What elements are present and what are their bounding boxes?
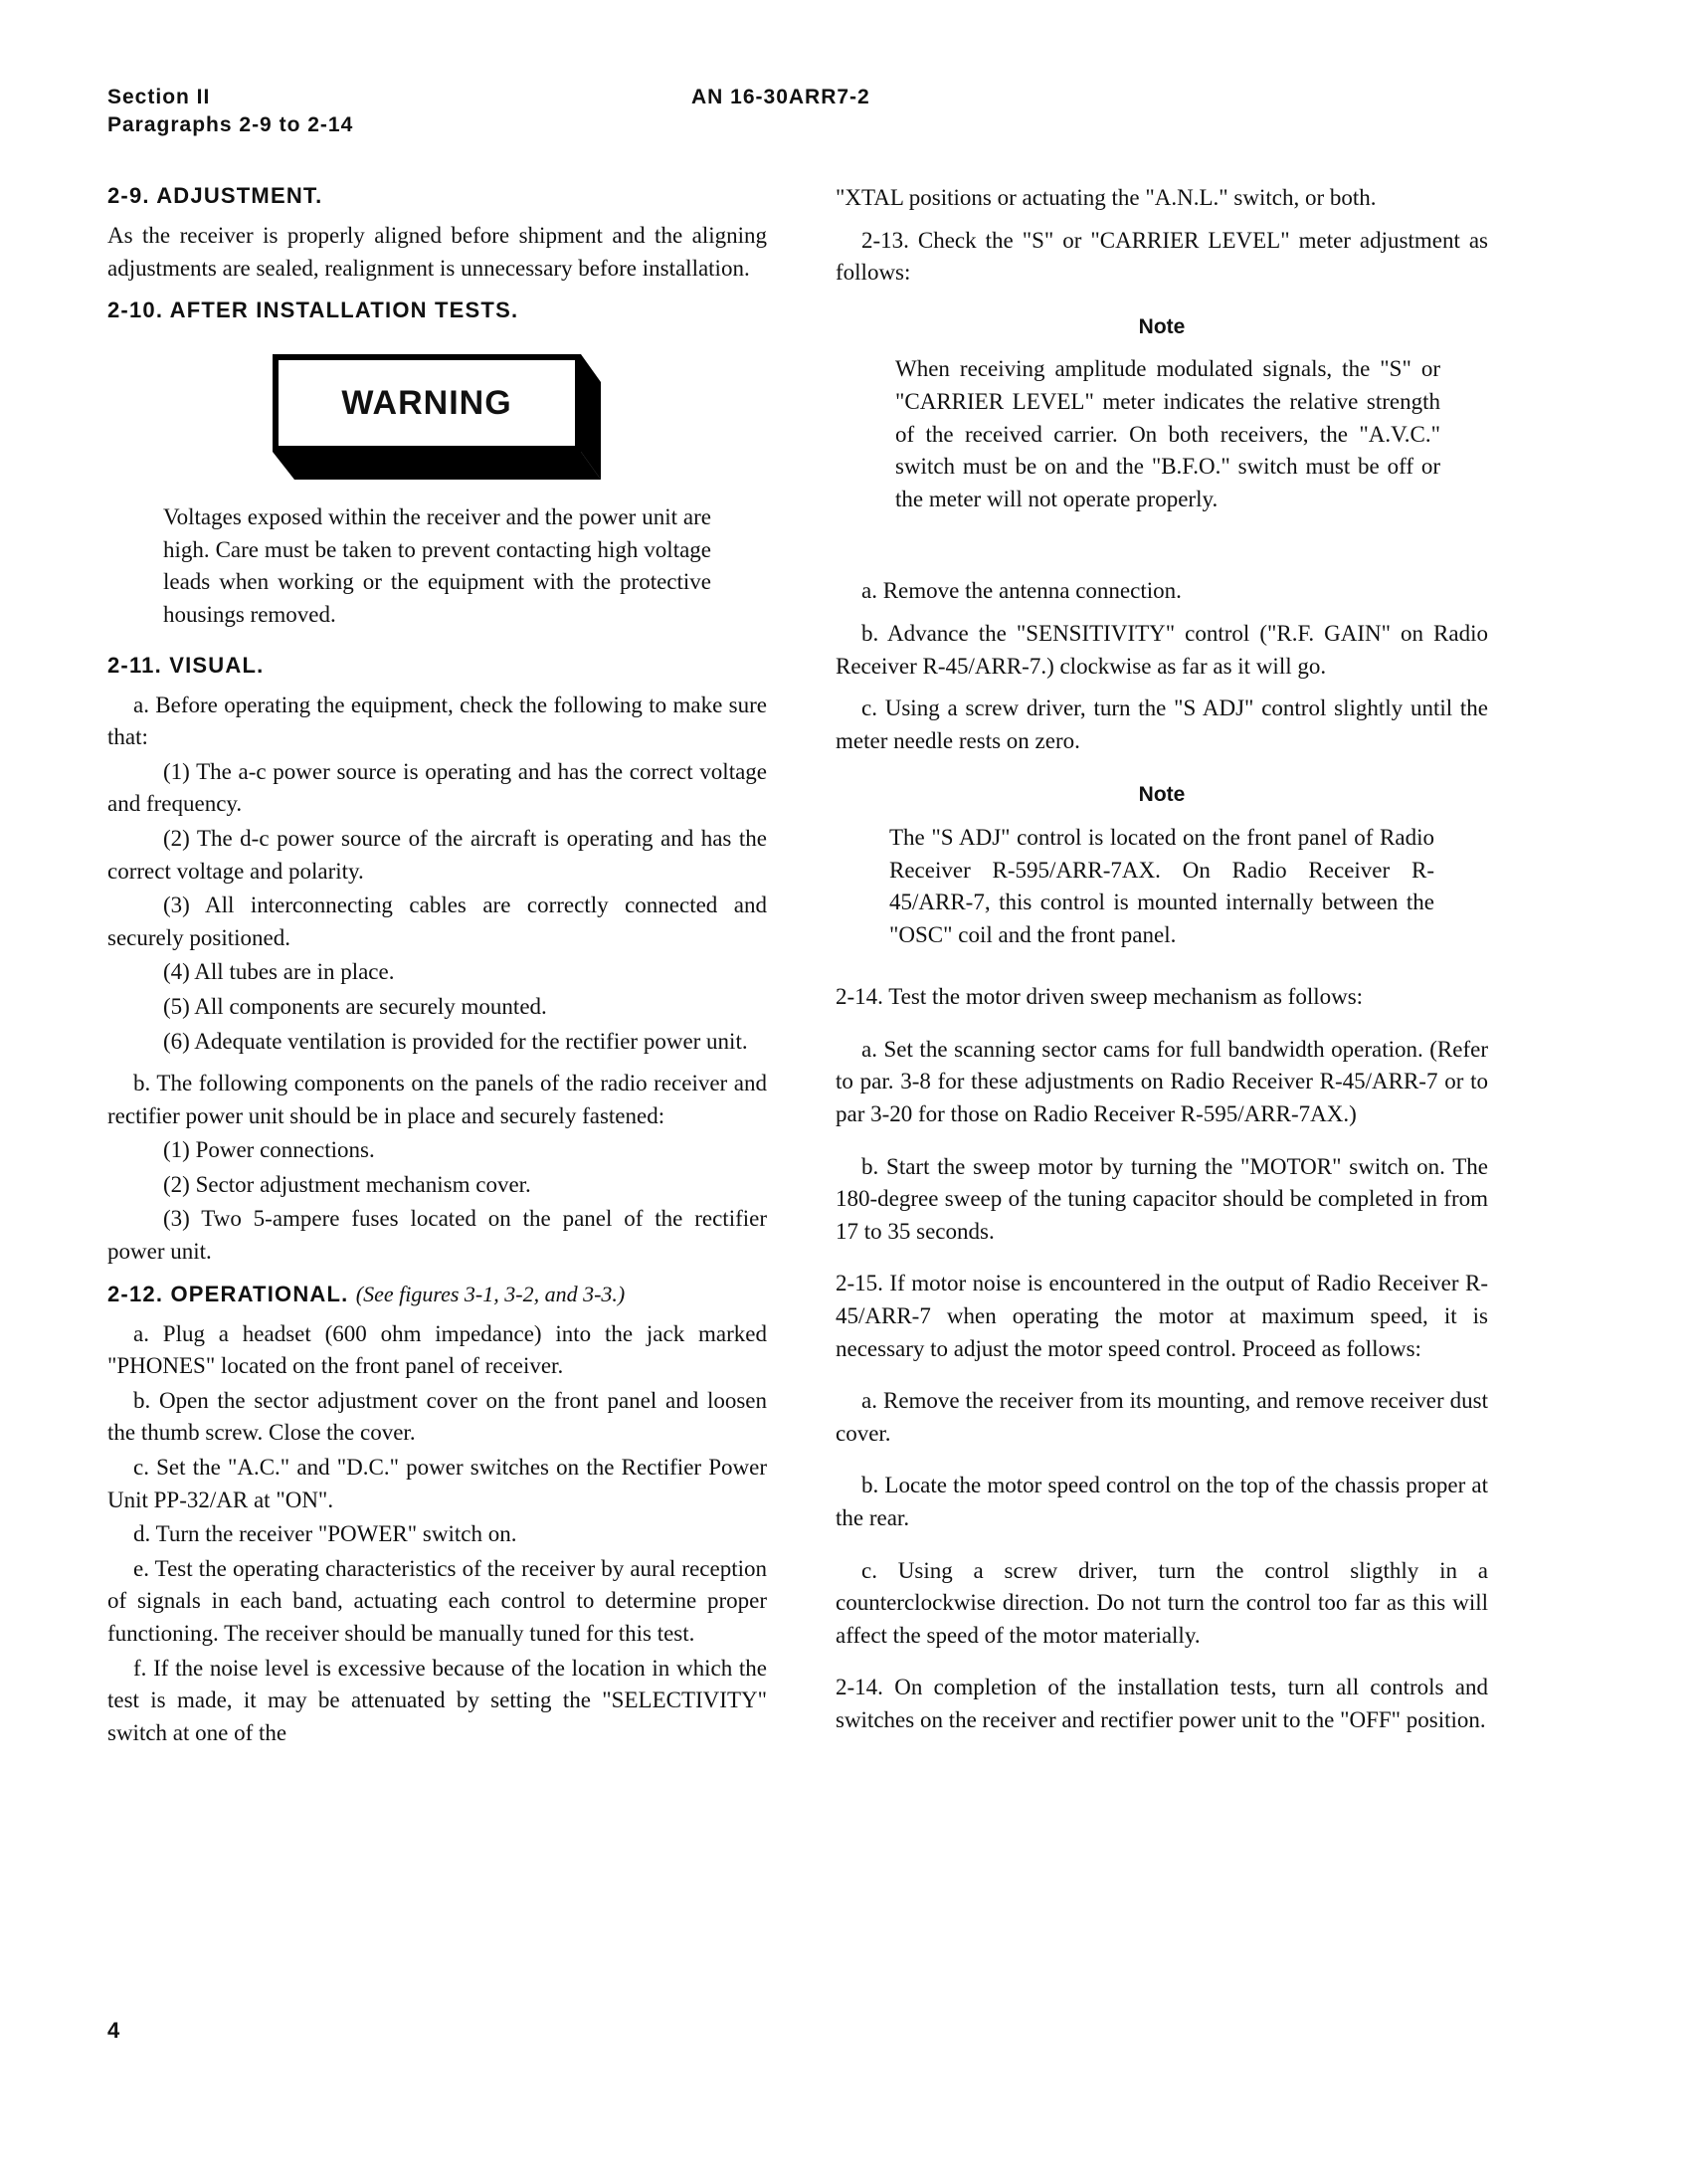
- step-item: b. Locate the motor speed control on the top of the chassis proper at the rear.: [836, 1473, 1488, 1530]
- step-item: a. Set the scanning sector cams for full bandwidth operation. (Refer to par. 3-8 for these adjustments on Radio Receiver R-45/ARR-7 or to par 3-20 for those on Radio Receiver R-595/ARR-7AX.): [836, 1036, 1488, 1127]
- page-number: 4: [107, 2018, 120, 2043]
- step-item: a. Remove the receiver from its mounting, and remove receiver dust cover.: [836, 1388, 1488, 1446]
- step-item: a. Remove the antenna connection.: [861, 578, 1182, 604]
- heading-2-12: [107, 1281, 767, 1308]
- list-item: (1) The a-c power source is operating and has the correct voltage and frequency.: [107, 758, 767, 817]
- step-item: b. Open the sector adjustment cover on the front panel and loosen the thumb screw. Close the cover.: [107, 1387, 767, 1446]
- step-item: c. Using a screw driver, turn the control sligthly in a counterclockwise direction. Do not turn the control too far as this will affect the speed of the motor materially.: [836, 1557, 1488, 1648]
- step-item: c. Set the "A.C." and "D.C." power switches on the Rectifier Power Unit PP-32/AR at "ON".: [107, 1455, 767, 1512]
- figure-reference: (See figures 3-1, 3-2, and 3-3.): [355, 1281, 626, 1306]
- list-item: (3) All interconnecting cables are correctly connected and securely positioned.: [107, 893, 767, 950]
- step-item: d. Turn the receiver "POWER" switch on.: [133, 1521, 517, 1547]
- list-item: (2) The d-c power source of the aircraft is operating and has the correct voltage and polarity.: [107, 825, 767, 884]
- step-item: b. Start the sweep motor by turning the "MOTOR" switch on. The 180-degree sweep of the tuning capacitor should be completed in from 17 to 35 seconds.: [836, 1153, 1488, 1244]
- paragraph-2-11a: a. Before operating the equipment, check the following to make sure that:: [107, 692, 767, 750]
- list-item: (1) Power connections.: [163, 1137, 375, 1163]
- heading-2-11: 2-11. VISUAL.: [107, 652, 265, 678]
- note-text: The "S ADJ" control is located on the front panel of Radio Receiver R-595/ARR-7AX. On Radio Receiver R-45/ARR-7, this control is mounted internally between the "OSC" coil and the front panel.: [889, 824, 1434, 947]
- right-column: [836, 182, 1488, 1747]
- list-item: (3) Two 5-ampere fuses located on the panel of the rectifier power unit.: [107, 1206, 767, 1265]
- continued-text: "XTAL positions or actuating the "A.N.L." switch, or both.: [836, 185, 1377, 210]
- step-item: a. Plug a headset (600 ohm impedance) into the jack marked "PHONES" located on the front panel of receiver.: [107, 1320, 767, 1379]
- note-title: Note: [1138, 783, 1186, 807]
- paragraph-2-14: 2-14. Test the motor driven sweep mechanism as follows:: [836, 984, 1364, 1010]
- heading-2-12-title: 2-12. OPERATIONAL.: [107, 1281, 349, 1306]
- paragraph-2-11b: b. The following components on the panels of the radio receiver and rectifier power unit should be in place and securely fastened:: [107, 1071, 767, 1128]
- page-header-section: [107, 84, 353, 139]
- paragraphs-range: Paragraphs 2-9 to 2-14: [107, 113, 354, 136]
- heading-2-10: 2-10. AFTER INSTALLATION TESTS.: [107, 298, 519, 323]
- list-item: (4) All tubes are in place.: [163, 959, 395, 985]
- warning-text: Voltages exposed within the receiver and the power unit are high. Care must be taken to prevent contacting high voltage leads when working or the equipment with the protective housings removed.: [163, 504, 711, 627]
- left-column: [107, 182, 767, 1751]
- paragraph-2-13: 2-13. Check the "S" or "CARRIER LEVEL" meter adjustment as follows:: [836, 227, 1488, 286]
- list-item: (6) Adequate ventilation is provided for the rectifier power unit.: [163, 1028, 748, 1054]
- section-label: Section II: [107, 86, 211, 108]
- list-item: (5) All components are securely mounted.: [163, 993, 547, 1019]
- step-item: e. Test the operating characteristics of the receiver by aural reception of signals in each band, actuating each control to determine proper functioning. The receiver should be manually tuned for this test.: [107, 1555, 767, 1646]
- paragraph-2-14-completion: 2-14. On completion of the installation tests, turn all controls and switches on the receiver and rectifier power unit to the "OFF" position.: [836, 1675, 1488, 1732]
- note-title: Note: [1138, 314, 1186, 338]
- note-text: When receiving amplitude modulated signals, the "S" or "CARRIER LEVEL" meter indicates the relative strength of the received carrier. On both receivers, the "A.V.C." switch must be on and the "B.F.O." switch must be off or the meter will not operate properly.: [895, 356, 1440, 511]
- heading-2-9: 2-9. ADJUSTMENT.: [107, 183, 323, 208]
- list-item: (2) Sector adjustment mechanism cover.: [163, 1171, 531, 1197]
- paragraph-2-9: As the receiver is properly aligned before shipment and the aligning adjustments are sealed, realignment is unnecessary before installation.: [107, 223, 767, 281]
- step-item: b. Advance the "SENSITIVITY" control ("R.F. GAIN" on Radio Receiver R-45/ARR-7.) clockwise as far as it will go.: [836, 620, 1488, 679]
- step-item: c. Using a screw driver, turn the "S ADJ" control slightly until the meter needle rests on zero.: [836, 695, 1488, 753]
- step-item: f. If the noise level is excessive because of the location in which the test is made, it may be attenuated by setting the "SELECTIVITY" switch at one of the: [107, 1655, 767, 1745]
- paragraph-2-15: 2-15. If motor noise is encountered in the output of Radio Receiver R-45/ARR-7 when operating the motor at maximum speed, it is necessary to adjust the motor speed control. Proceed as follows:: [836, 1271, 1488, 1361]
- warning-box: [273, 354, 611, 482]
- document-number: AN 16-30ARR7-2: [691, 86, 870, 108]
- warning-label: WARNING: [273, 354, 581, 452]
